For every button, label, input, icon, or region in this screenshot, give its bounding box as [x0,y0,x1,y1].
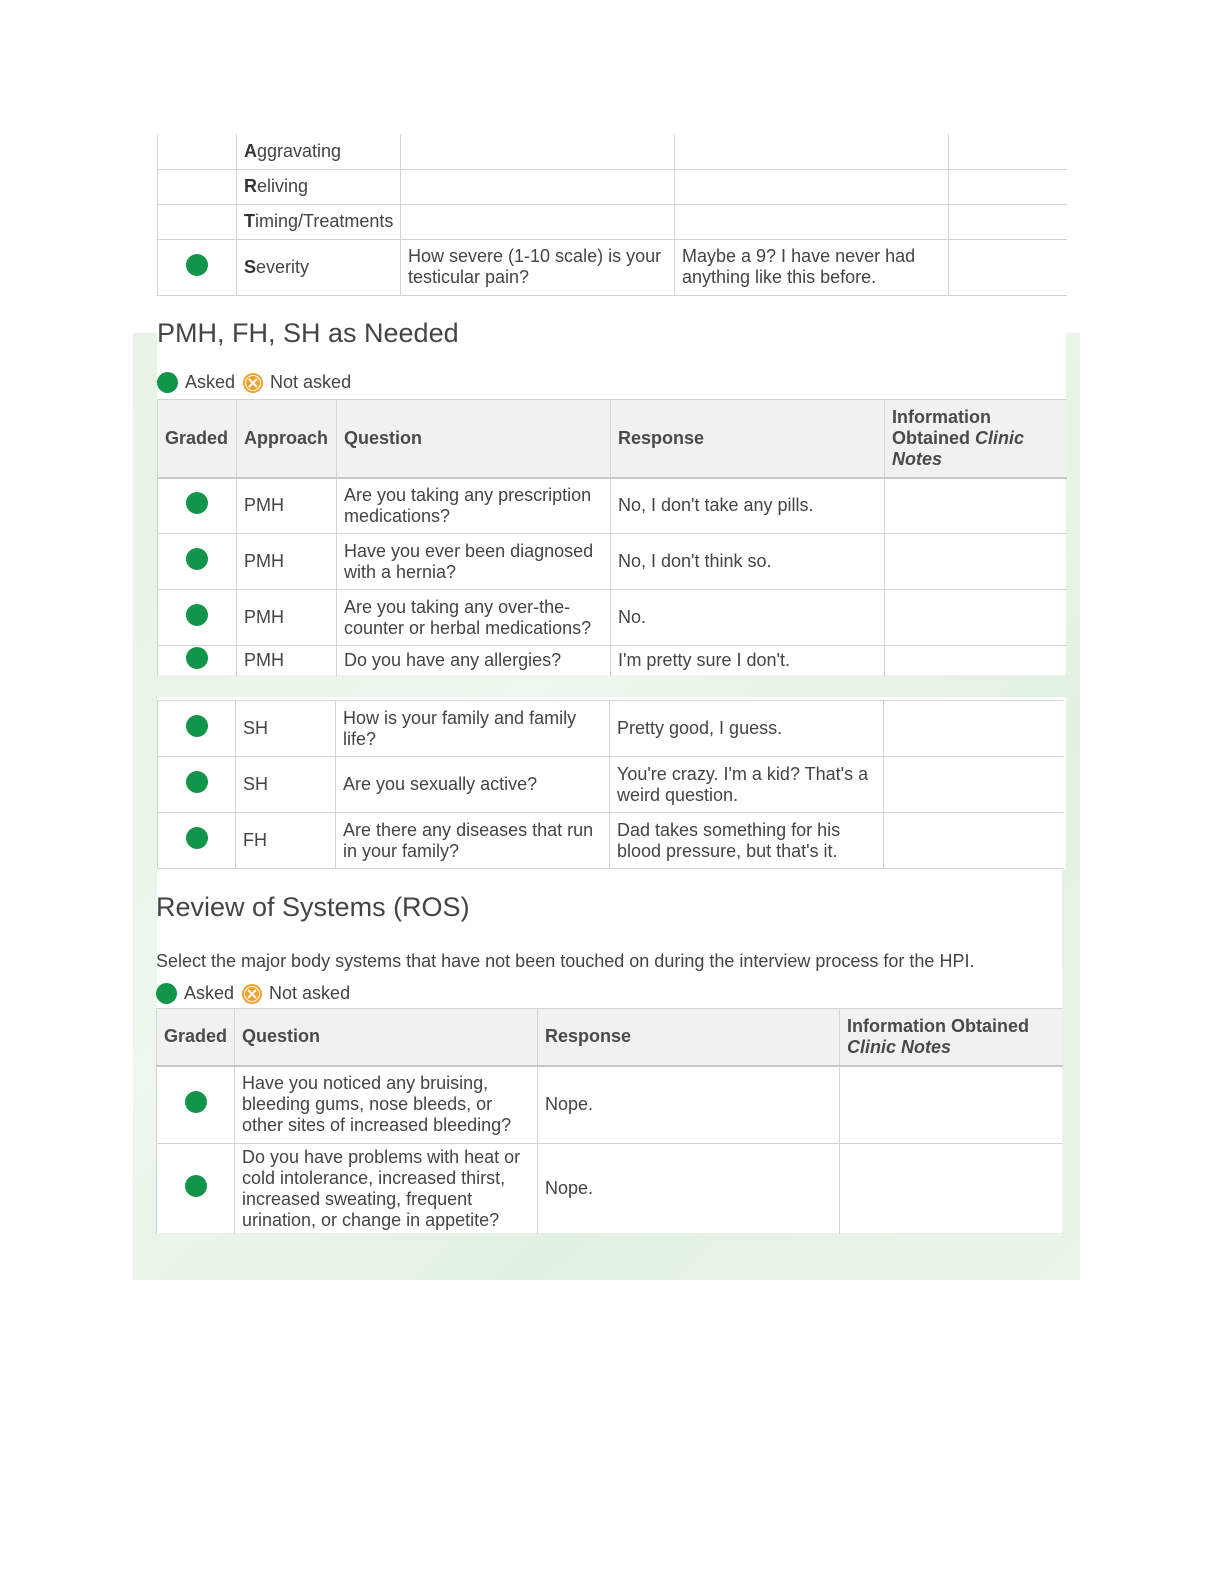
approach-cell: SH [236,701,336,757]
graded-header: Graded [158,400,237,478]
response-cell: Pretty good, I guess. [610,701,884,757]
table-row [158,478,1067,534]
table-row [158,701,1063,757]
response-cell: I'm pretty sure I don't. [611,646,885,676]
table-row [158,134,1067,169]
notes-cell [840,1144,1063,1234]
asked-indicator-icon [185,1175,207,1197]
approach-cell: Aggravating [237,134,401,169]
approach-cell: PMH [237,590,337,646]
response-header: Response [611,400,885,478]
approach-header: Approach [237,400,337,478]
legend-not-asked-label: Not asked [270,372,352,392]
response-cell: Dad takes something for his blood pressure, but that's it. [610,813,884,869]
question-cell: How severe (1-10 scale) is your testicular pain? [401,239,675,295]
approach-cell: Severity [237,239,401,295]
question-cell [401,169,675,204]
hpi-table [157,134,1067,296]
asked-indicator-icon [186,771,208,793]
not-asked-icon [242,984,262,1004]
graded-cell [158,646,237,676]
table-row [157,1144,1063,1234]
legend-asked-label: Asked [185,372,236,392]
response-cell [675,134,949,169]
graded-cell [158,813,236,869]
pmh-table [157,399,1067,676]
table-row [158,646,1067,676]
table-row [158,534,1067,590]
response-cell: Nope. [538,1066,840,1144]
asked-indicator-icon [186,604,208,626]
approach-cell: SH [236,757,336,813]
asked-indicator-icon [186,492,208,514]
graded-cell [158,239,237,295]
notes-cell [885,590,1067,646]
info-header: Information Obtained Clinic Notes [840,1009,1063,1066]
table-row [158,239,1067,295]
asked-indicator-icon [186,827,208,849]
notes-cell [884,701,1063,757]
graded-header: Graded [157,1009,235,1066]
ros-instruction: Select the major body systems that have not been touched on during the interview process for the HPI. [156,951,975,971]
response-cell: Maybe a 9? I have never had anything like this before. [675,239,949,295]
pmh-legend [157,372,351,393]
graded-cell [158,590,237,646]
graded-cell [158,534,237,590]
notes-cell [885,646,1067,676]
approach-cell: Timing/Treatments [237,204,401,239]
question-cell: Have you ever been diagnosed with a hernia? [337,534,611,590]
question-cell [401,134,675,169]
question-cell: Are you taking any over-the-counter or herbal medications? [337,590,611,646]
table-row [158,590,1067,646]
question-cell: Are there any diseases that run in your family? [336,813,610,869]
approach-cell: PMH [237,646,337,676]
not-asked-icon [243,373,263,393]
table-row [158,813,1063,869]
response-cell: You're crazy. I'm a kid? That's a weird question. [610,757,884,813]
question-header: Question [337,400,611,478]
response-cell [675,204,949,239]
question-cell: Are you sexually active? [336,757,610,813]
asked-indicator-icon [186,254,208,276]
response-cell: No, I don't take any pills. [611,478,885,534]
notes-cell [949,239,1067,295]
ros-legend [156,983,350,1004]
approach-cell: Reliving [237,169,401,204]
notes-cell [949,134,1067,169]
approach-cell: FH [236,813,336,869]
response-cell: Nope. [538,1144,840,1234]
asked-indicator-icon [186,715,208,737]
table-row [158,757,1063,813]
question-cell: Do you have any allergies? [337,646,611,676]
notes-cell [884,757,1063,813]
asked-indicator-icon [185,1091,207,1113]
notes-cell [884,813,1063,869]
graded-cell [158,204,237,239]
table-row [158,169,1067,204]
response-cell: No. [611,590,885,646]
info-header: Information Obtained Clinic Notes [885,400,1067,478]
graded-cell [158,757,236,813]
question-header: Question [235,1009,538,1066]
approach-cell: PMH [237,534,337,590]
question-cell: Have you noticed any bruising, bleeding gums, nose bleeds, or other sites of increased bleeding? [235,1066,538,1144]
header-row [157,1009,1063,1066]
response-cell: No, I don't think so. [611,534,885,590]
table-row [157,1066,1063,1144]
asked-icon [157,372,178,393]
notes-cell [840,1066,1063,1144]
graded-cell [158,478,237,534]
question-cell: Do you have problems with heat or cold intolerance, increased thirst, increased sweating, frequent urination, or change in appetite? [235,1144,538,1234]
asked-indicator-icon [186,548,208,570]
pmh-section-title: PMH, FH, SH as Needed [157,318,459,348]
table-row [158,204,1067,239]
legend-asked-label: Asked [184,983,235,1003]
response-cell [675,169,949,204]
graded-cell [158,134,237,169]
graded-cell [157,1144,235,1234]
asked-icon [156,983,177,1004]
notes-cell [885,534,1067,590]
notes-cell [885,478,1067,534]
asked-indicator-icon [186,647,208,669]
question-cell: How is your family and family life? [336,701,610,757]
graded-cell [157,1066,235,1144]
ros-table [156,1008,1063,1234]
pmh-table-continued [157,700,1063,869]
response-header: Response [538,1009,840,1066]
graded-cell [158,701,236,757]
header-row [158,400,1067,478]
legend-not-asked-label: Not asked [269,983,351,1003]
notes-cell [949,204,1067,239]
question-cell: Are you taking any prescription medications? [337,478,611,534]
approach-cell: PMH [237,478,337,534]
graded-cell [158,169,237,204]
ros-section-title: Review of Systems (ROS) [156,892,470,922]
notes-cell [949,169,1067,204]
question-cell [401,204,675,239]
